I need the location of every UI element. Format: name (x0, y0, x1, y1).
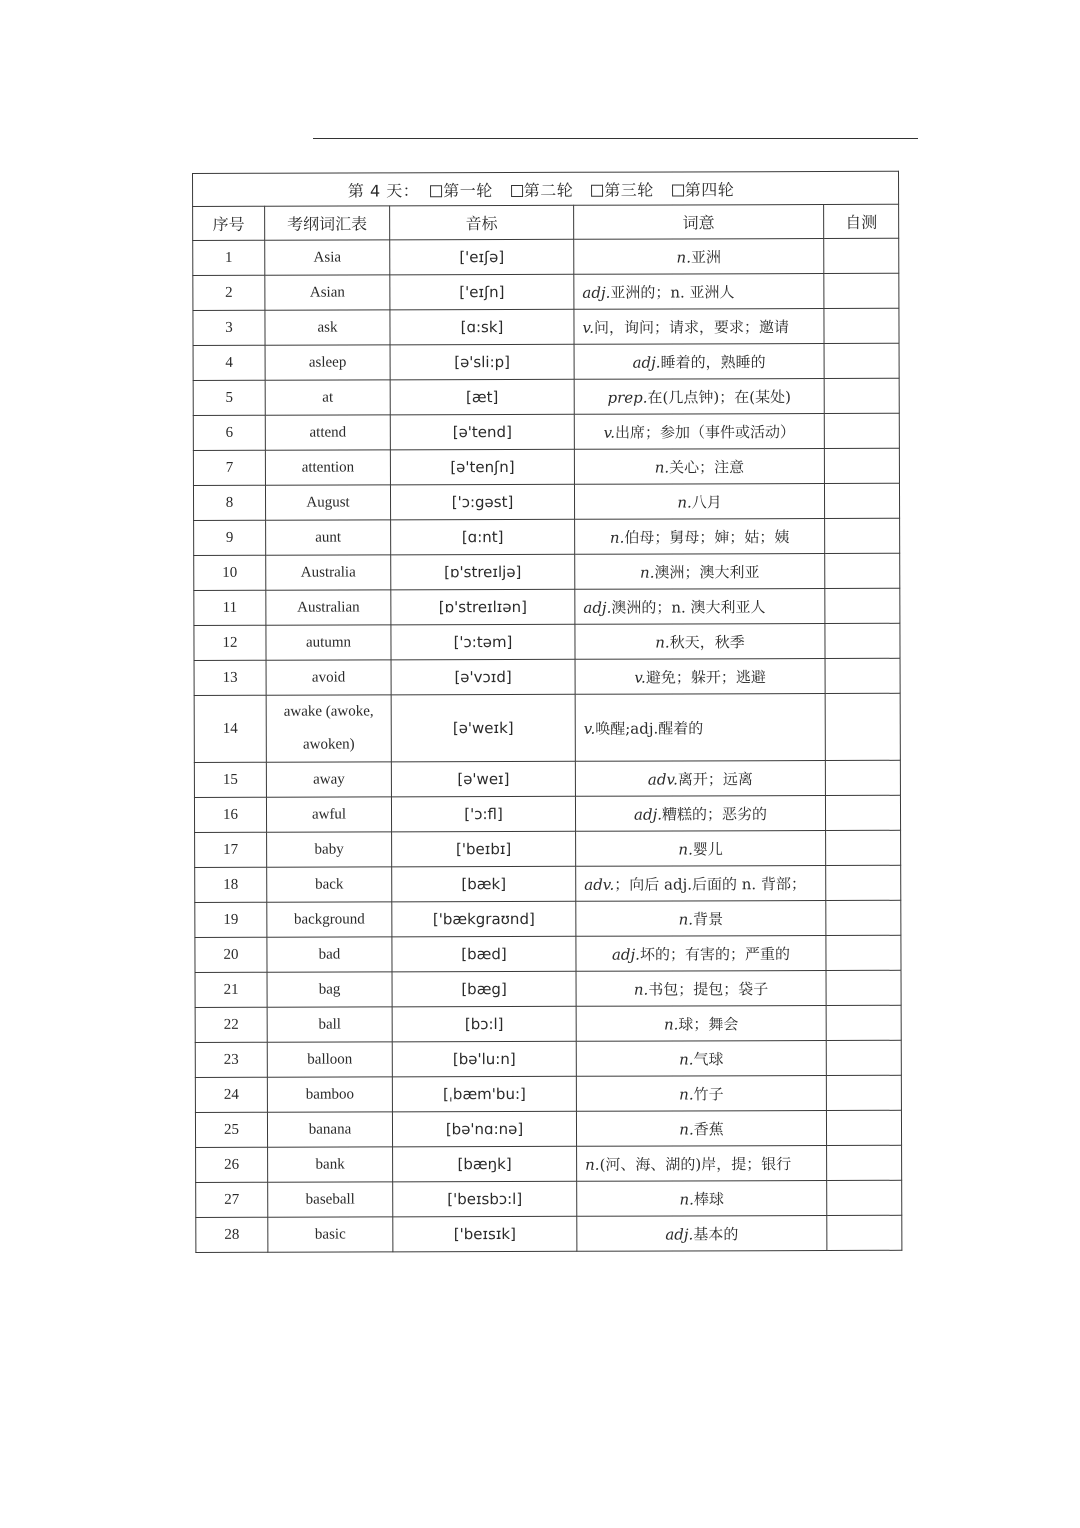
row-number: 2 (193, 275, 265, 310)
meaning-text: 澳洲；澳大利亚 (654, 562, 760, 582)
meaning (576, 971, 826, 1007)
table-row (195, 900, 901, 937)
part-of-speech: v. (583, 719, 596, 738)
round-1[interactable]: 第一轮 (430, 181, 493, 200)
phonetic: [bæŋk] (393, 1146, 577, 1182)
self-test-cell[interactable] (824, 238, 899, 273)
checkbox-icon[interactable] (430, 185, 442, 197)
table-row (193, 413, 899, 450)
vocab-word: avoid (266, 660, 391, 695)
meaning (574, 414, 824, 450)
row-number: 25 (195, 1112, 267, 1147)
self-test-cell[interactable] (824, 308, 899, 343)
table-row (194, 553, 900, 590)
part-of-speech: n. (585, 1155, 600, 1174)
self-test-cell[interactable] (825, 760, 900, 795)
table-row (196, 1145, 902, 1182)
phonetic: [bæg] (392, 971, 576, 1007)
row-number: 23 (195, 1042, 267, 1077)
vocab-word: awful (266, 797, 391, 832)
meaning (575, 624, 825, 660)
col-meaning: 词意 (574, 205, 824, 240)
table-row (193, 343, 899, 380)
self-test-cell[interactable] (826, 900, 901, 935)
phonetic: ['eɪʃə] (390, 239, 574, 275)
vocab-word: back (267, 867, 392, 902)
vocab-word: banana (267, 1112, 392, 1147)
table-row (193, 448, 899, 485)
meaning (575, 761, 825, 797)
vocab-word: August (265, 485, 390, 520)
meaning-text: 出席；参加（事件或活动） (615, 422, 796, 442)
meaning-text: (河、海、湖的)岸，提；银行 (599, 1154, 792, 1174)
part-of-speech: n. (655, 633, 670, 652)
meaning-text: 澳洲的；n. 澳大利亚人 (611, 597, 766, 617)
part-of-speech: v. (603, 423, 616, 442)
part-of-speech: adv. (584, 875, 615, 894)
round-3[interactable]: 第三轮 (591, 180, 654, 199)
phonetic: [bə'nɑ:nə] (392, 1111, 576, 1147)
meaning (576, 1111, 826, 1147)
row-number: 4 (193, 345, 265, 380)
round-2[interactable]: 第二轮 (511, 180, 574, 199)
row-number: 18 (195, 867, 267, 902)
vocab-sheet (192, 171, 901, 1253)
self-test-cell[interactable] (824, 343, 899, 378)
meaning-text: 背景 (693, 909, 724, 928)
meaning-text: 棒球 (693, 1189, 724, 1208)
self-test-cell[interactable] (824, 378, 899, 413)
table-row (195, 1040, 901, 1077)
row-number: 1 (193, 240, 265, 275)
meaning (576, 831, 826, 867)
row-number: 17 (195, 832, 267, 867)
meaning-text: 糟糕的；恶劣的 (661, 804, 768, 824)
row-number: 21 (195, 972, 267, 1007)
row-number: 10 (194, 555, 266, 590)
day-label: 第 4 天： (347, 180, 420, 201)
row-number: 26 (196, 1147, 268, 1182)
part-of-speech: n. (679, 1049, 694, 1068)
phonetic: [ɒ'streɪlɪən] (391, 589, 575, 625)
phonetic: [ə'weɪ] (391, 761, 575, 797)
table-row (195, 1005, 901, 1042)
phonetic: ['eɪʃn] (390, 274, 574, 310)
table-row (193, 238, 899, 275)
phonetic: ['ɔ:təm] (391, 624, 575, 660)
vocab-word: ask (265, 310, 390, 345)
meaning (577, 1181, 827, 1217)
vocab-word: Australian (266, 590, 391, 625)
table-row (193, 378, 899, 415)
meaning (575, 519, 825, 555)
phonetic: [bɔ:l] (392, 1006, 576, 1042)
self-test-cell[interactable] (826, 1040, 901, 1075)
row-number: 3 (193, 310, 265, 345)
vocab-word: baby (267, 832, 392, 867)
part-of-speech: n. (633, 980, 649, 999)
self-test-cell[interactable] (826, 1110, 901, 1145)
row-number: 20 (195, 937, 267, 972)
part-of-speech: n. (678, 909, 694, 928)
part-of-speech: adj. (665, 1224, 694, 1244)
phonetic: [ə'weɪk] (391, 694, 575, 762)
self-test-cell[interactable] (825, 693, 900, 760)
meaning-text: 在(几点钟)；在(某处) (647, 387, 791, 407)
part-of-speech: adj. (582, 283, 611, 302)
self-test-cell[interactable] (824, 448, 899, 483)
phonetic: [ɑ:sk] (390, 309, 574, 345)
vocab-word: Australia (266, 555, 391, 590)
phonetic: ['beɪsɪk] (393, 1216, 577, 1252)
phonetic: ['ɔ:gəst] (390, 484, 574, 520)
part-of-speech: n. (678, 839, 693, 858)
self-test-cell[interactable] (826, 865, 901, 900)
meaning (576, 901, 826, 937)
table-row (195, 970, 901, 1007)
row-number: 14 (194, 695, 266, 762)
table-row (196, 1215, 902, 1252)
meaning-text: 球；舞会 (678, 1014, 739, 1033)
col-number: 序号 (193, 206, 265, 240)
vocab-word: asleep (265, 345, 390, 380)
meaning-text: 婴儿 (692, 839, 723, 858)
part-of-speech: n. (654, 458, 670, 477)
meaning-text: 避免；躲开；逃避 (645, 667, 766, 687)
part-of-speech: n. (676, 247, 691, 266)
row-number: 8 (193, 485, 265, 520)
part-of-speech: n. (679, 1084, 694, 1103)
self-test-cell[interactable] (824, 273, 899, 308)
meaning-text: 唤醒;adj.醒着的 (595, 718, 704, 738)
self-test-cell[interactable] (826, 1005, 901, 1040)
phonetic: [ə'tend] (390, 414, 574, 450)
meaning (574, 484, 824, 520)
meaning-text: 坏的；有害的；严重的 (639, 944, 790, 964)
col-phonetic: 音标 (390, 205, 574, 240)
vocab-word: aunt (266, 520, 391, 555)
part-of-speech: n. (609, 528, 625, 547)
meaning (577, 1146, 827, 1182)
part-of-speech: adj. (632, 353, 661, 372)
phonetic: ['beɪsbɔ:l] (393, 1181, 577, 1217)
self-test-cell[interactable] (826, 970, 901, 1005)
table-row (196, 1180, 902, 1217)
meaning (577, 1216, 827, 1252)
meaning (576, 1041, 826, 1077)
title-row (193, 171, 899, 206)
table-row (194, 518, 900, 555)
row-number: 27 (196, 1182, 268, 1217)
vocab-word: attend (265, 415, 390, 450)
meaning (576, 936, 826, 972)
meaning-text: 秋天，秋季 (669, 632, 745, 652)
vocab-word: balloon (267, 1042, 392, 1077)
table-row (195, 865, 901, 902)
part-of-speech: v. (634, 668, 646, 687)
vocab-word: bank (268, 1147, 393, 1182)
meaning-text: 问，询问；请求，要求；邀请 (593, 317, 789, 337)
phonetic: [ˌbæm'bu:] (392, 1076, 576, 1112)
meaning (574, 309, 824, 345)
vocab-word: autumn (266, 625, 391, 660)
meaning-text: 书包；提包；袋子 (648, 979, 769, 999)
self-test-cell[interactable] (826, 830, 901, 865)
self-test-cell[interactable] (827, 1215, 902, 1250)
phonetic: [ə'sli:p] (390, 344, 574, 380)
table-row (195, 830, 901, 867)
self-test-cell[interactable] (826, 935, 901, 970)
self-test-cell[interactable] (827, 1145, 902, 1180)
part-of-speech: n. (639, 563, 655, 582)
row-number: 7 (193, 450, 265, 485)
vocab-word: bag (267, 972, 392, 1007)
phonetic: [bə'lu:n] (392, 1041, 576, 1077)
meaning (575, 796, 825, 832)
col-word: 考纲词汇表 (265, 206, 390, 240)
row-number: 13 (194, 660, 266, 695)
vocab-word: bad (267, 937, 392, 972)
vocab-word: at (265, 380, 390, 415)
day-header (193, 171, 899, 206)
vocab-word: Asia (265, 240, 390, 275)
meaning-text: 离开；远离 (677, 769, 753, 788)
meaning-text: 基本的 (693, 1224, 739, 1243)
vocab-word: ball (267, 1007, 392, 1042)
table-row (193, 273, 899, 310)
part-of-speech: v. (582, 318, 594, 337)
meaning-text: 亚洲的；n. 亚洲人 (610, 282, 735, 302)
meaning-text: 香蕉 (693, 1119, 724, 1138)
phonetic: [ə'tenʃn] (390, 449, 574, 485)
meaning (575, 554, 825, 590)
row-number: 19 (195, 902, 267, 937)
meaning (575, 659, 825, 695)
meaning (574, 449, 824, 485)
table-row (194, 658, 900, 695)
checkbox-icon[interactable] (591, 184, 603, 196)
meaning (575, 589, 825, 625)
phonetic: [æt] (390, 379, 574, 415)
part-of-speech: n. (679, 1119, 694, 1138)
phonetic: [ɒ'streɪljə] (391, 554, 575, 590)
meaning-text: 八月 (691, 492, 722, 511)
meaning (576, 866, 826, 902)
self-test-cell[interactable] (825, 623, 900, 658)
self-test-cell[interactable] (824, 483, 899, 518)
round-4[interactable]: 第四轮 (672, 180, 735, 199)
self-test-cell[interactable] (827, 1180, 902, 1215)
phonetic: ['beɪbɪ] (392, 831, 576, 867)
row-number: 11 (194, 590, 266, 625)
table-row (193, 308, 899, 345)
self-test-cell[interactable] (825, 795, 900, 830)
meaning (576, 1006, 826, 1042)
meaning (574, 344, 824, 380)
self-test-cell[interactable] (825, 588, 900, 623)
meaning-text: 伯母；舅母；婶；姑；姨 (624, 527, 790, 547)
table-row (194, 623, 900, 660)
row-number: 5 (193, 380, 265, 415)
vocab-word: away (266, 762, 391, 797)
part-of-speech: adj. (633, 805, 663, 824)
table-row (195, 1110, 901, 1147)
vocab-word: basic (268, 1217, 393, 1252)
self-test-cell[interactable] (826, 1075, 901, 1110)
vocab-word: bamboo (267, 1077, 392, 1112)
table-row (194, 588, 900, 625)
vocab-table (192, 171, 902, 1253)
vocab-word: attention (265, 450, 390, 485)
meaning-text: 竹子 (693, 1084, 724, 1103)
row-number: 15 (194, 762, 266, 797)
meaning-text: 气球 (693, 1049, 724, 1068)
part-of-speech: n. (663, 1014, 679, 1034)
self-test-cell[interactable] (825, 658, 900, 693)
meaning-text: ；向后 adj.后面的 n. 背部； (614, 874, 806, 894)
meaning-text: 关心；注意 (669, 457, 745, 477)
table-row (194, 795, 900, 832)
phonetic: ['bækgraʊnd] (392, 901, 576, 937)
meaning (574, 379, 824, 415)
column-header-row (193, 204, 899, 240)
phonetic: ['ɔ:fl] (391, 796, 575, 832)
table-row (195, 1075, 901, 1112)
meaning (574, 274, 824, 310)
meaning (576, 1076, 826, 1112)
vocab-word: baseball (268, 1182, 393, 1217)
table-row (194, 693, 900, 762)
row-number: 28 (196, 1217, 268, 1252)
phonetic: [bæd] (392, 936, 576, 972)
row-number: 12 (194, 625, 266, 660)
phonetic: [bæk] (392, 866, 576, 902)
meaning (575, 694, 825, 762)
checkbox-icon[interactable] (511, 184, 523, 196)
part-of-speech: n. (677, 492, 692, 511)
part-of-speech: adj. (611, 945, 640, 964)
table-row (193, 483, 899, 520)
row-number: 16 (194, 797, 266, 832)
part-of-speech: n. (679, 1189, 694, 1208)
top-rule (313, 138, 918, 139)
part-of-speech: adj. (583, 598, 612, 617)
table-row (194, 760, 900, 797)
table-row (195, 935, 901, 972)
self-test-cell[interactable] (825, 518, 900, 553)
vocab-word: awake (awoke, awoken) (266, 695, 391, 762)
row-number: 24 (195, 1077, 267, 1112)
row-number: 6 (193, 415, 265, 450)
phonetic: [ɑ:nt] (391, 519, 575, 555)
meaning-text: 亚洲 (690, 247, 722, 266)
col-self-test: 自测 (824, 204, 899, 238)
vocab-word: background (267, 902, 392, 937)
meaning (574, 239, 824, 275)
phonetic: [ə'vɔɪd] (391, 659, 575, 695)
row-number: 9 (194, 520, 266, 555)
checkbox-icon[interactable] (672, 184, 684, 196)
meaning-text: 睡着的，熟睡的 (660, 352, 766, 372)
self-test-cell[interactable] (824, 413, 899, 448)
part-of-speech: prep. (607, 388, 648, 407)
part-of-speech: adv. (647, 769, 678, 789)
row-number: 22 (195, 1007, 267, 1042)
self-test-cell[interactable] (825, 553, 900, 588)
vocab-word: Asian (265, 275, 390, 310)
